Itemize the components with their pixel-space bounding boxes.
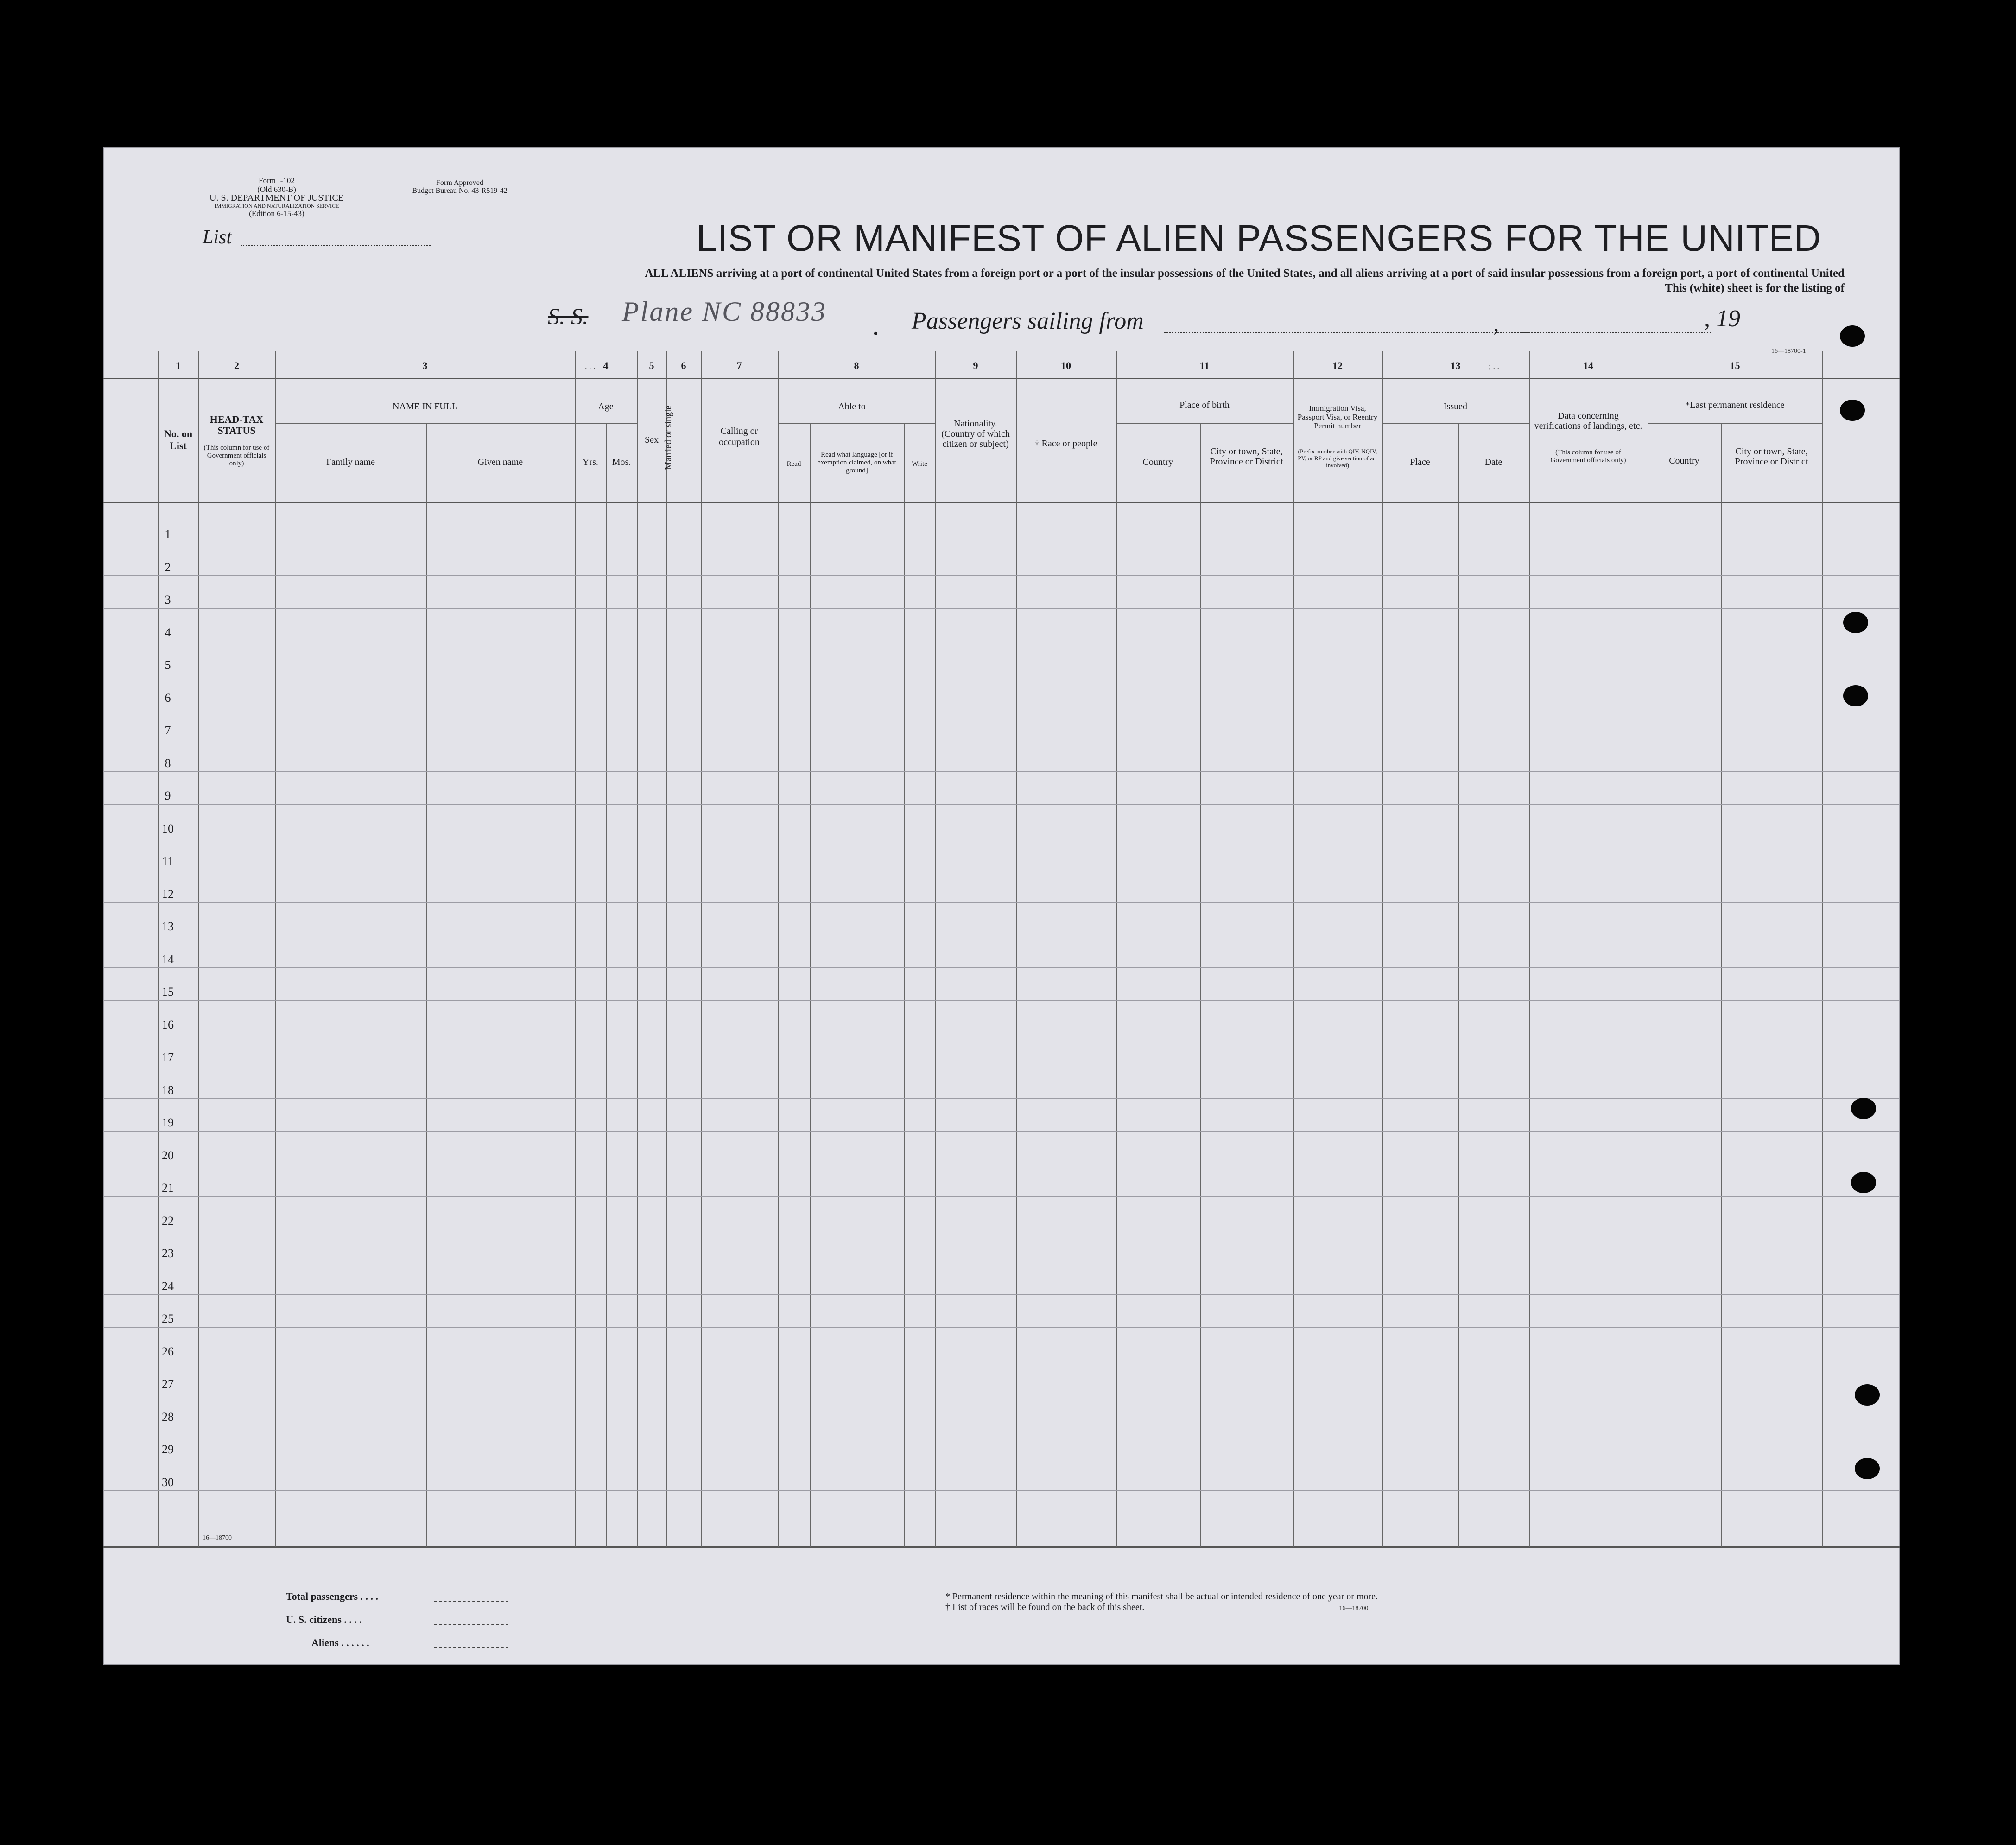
list-label: List <box>203 227 232 248</box>
ship-row-dot: . <box>872 310 879 341</box>
stray-marks-col4: . . . <box>585 362 596 371</box>
header-birth-country: Country <box>1142 457 1173 467</box>
passengers-sailing-from-label: Passengers sailing from <box>912 308 1144 334</box>
row-number: 2 <box>165 560 171 574</box>
footnotes <box>945 1591 1378 1614</box>
binder-hole <box>1851 1172 1876 1193</box>
row-number: 24 <box>162 1279 174 1293</box>
row-number: 28 <box>162 1410 174 1424</box>
row-rule <box>103 1196 1900 1197</box>
row-number: 26 <box>162 1344 174 1358</box>
ship-row-comma: , <box>1493 310 1499 336</box>
header-issued-date: Date <box>1484 457 1502 467</box>
column-number: 3 <box>422 360 428 371</box>
sailing-date-field[interactable] <box>1512 332 1711 333</box>
row-number: 16 <box>162 1018 174 1031</box>
header-bottom-rule <box>103 502 1900 503</box>
service-name: IMMIGRATION AND NATURALIZATION SERVICE <box>214 203 339 209</box>
column-number: 14 <box>1583 360 1593 371</box>
row-rule <box>103 608 1900 609</box>
form-info <box>182 176 372 218</box>
header-place-of-birth: Place of birth <box>1179 400 1230 410</box>
binder-hole <box>1840 400 1865 421</box>
row-number: 30 <box>162 1475 174 1489</box>
header-read-language: Read what language [or if exemption claimed, on what ground] <box>818 451 896 474</box>
row-number: 19 <box>162 1116 174 1129</box>
header-residence-country: Country <box>1669 456 1699 466</box>
header-age-months: Mos. <box>612 457 631 467</box>
binder-hole <box>1843 612 1868 633</box>
binder-hole <box>1855 1458 1880 1479</box>
subtitle-line-1: ALL ALIENS arriving at a port of continental United States from a foreign port or a port of the insular possessions of the United States, and all aliens arriving at a port of said insular possessions from a foreign port, a port of continental United <box>645 267 1845 280</box>
ship-handwritten-entry: Plane NC 88833 <box>622 296 827 327</box>
row-rule <box>103 771 1900 772</box>
header-calling-or-occupation: Calling or occupation <box>719 426 760 447</box>
row-rule <box>103 1098 1900 1099</box>
binder-hole <box>1855 1384 1880 1406</box>
header-visa-note: (Prefix number with QIV, NQIV, PV, or RP and give section of act involved) <box>1298 448 1377 469</box>
footnote-permanent-residence: * Permanent residence within the meaning of this manifest shall be actual or intended residence of one year or more. <box>945 1591 1378 1602</box>
column-number-rule <box>103 378 1900 379</box>
row-number: 29 <box>162 1443 174 1456</box>
row-number: 27 <box>162 1377 174 1391</box>
column-number: 4 <box>603 360 609 371</box>
row-rule <box>103 575 1900 576</box>
aliens-label: Aliens . . . . . . <box>311 1637 369 1648</box>
header-head-tax-status: HEAD-TAX STATUS <box>209 414 264 436</box>
header-residence-city: City or town, State, Province or District <box>1735 446 1808 467</box>
table-top-rule <box>103 347 1900 348</box>
column-number: 13 <box>1450 360 1461 371</box>
row-number: 13 <box>162 920 174 933</box>
column-number: 1 <box>176 360 181 371</box>
column-number: 5 <box>649 360 654 371</box>
header-landings-note: (This column for use of Government officials only) <box>1550 449 1626 464</box>
header-head-tax-note: (This column for use of Government officials only) <box>203 444 270 467</box>
binder-hole <box>1840 325 1865 347</box>
year-prefix: , 19 <box>1704 305 1740 332</box>
binder-hole <box>1843 685 1868 706</box>
total-passengers-label: Total passengers . . . . <box>286 1591 379 1602</box>
row-rule <box>103 967 1900 968</box>
header-last-permanent-residence: *Last permanent residence <box>1685 400 1785 410</box>
row-rule <box>103 804 1900 805</box>
header-write: Write <box>912 460 927 468</box>
row-number: 14 <box>162 952 174 966</box>
row-rule <box>103 1000 1900 1001</box>
header-able-to: Able to— <box>838 401 875 412</box>
approval-line-1: Form Approved <box>436 179 483 187</box>
total-passengers-field[interactable] <box>434 1601 508 1602</box>
form-code-bottom: 16—18700 <box>203 1534 232 1541</box>
row-number: 7 <box>165 724 171 737</box>
footnote-races <box>945 1602 1378 1614</box>
header-family-name: Family name <box>326 457 375 467</box>
row-rule <box>103 1490 1900 1491</box>
column-number: 6 <box>681 360 686 371</box>
row-number: 9 <box>165 789 171 802</box>
footnote-races-text: † List of races will be found on the back of this sheet. <box>945 1602 1145 1612</box>
us-citizens-field[interactable] <box>434 1624 508 1625</box>
row-number: 4 <box>165 625 171 639</box>
row-number: 23 <box>162 1247 174 1260</box>
column-number: 12 <box>1332 360 1343 371</box>
header-age: Age <box>598 401 614 412</box>
header-visa-number: Immigration Visa, Passport Visa, or Reentry Permit number <box>1297 404 1378 430</box>
form-edition: (Edition 6-15-43) <box>249 209 304 218</box>
approval-info <box>399 179 520 195</box>
column-number: 11 <box>1199 360 1210 371</box>
department-name: U. S. DEPARTMENT OF JUSTICE <box>209 193 344 203</box>
footnote-form-code: 16—18700 <box>1339 1605 1369 1612</box>
aliens-field[interactable] <box>434 1647 508 1648</box>
ss-label: S. S. <box>548 303 589 329</box>
row-number: 15 <box>162 985 174 999</box>
row-number: 5 <box>165 658 171 672</box>
row-number: 6 <box>165 691 171 705</box>
row-rule <box>103 902 1900 903</box>
header-read: Read <box>786 460 801 468</box>
subtitle-line-2: This (white) sheet is for the listing of <box>1665 282 1845 294</box>
row-number: 12 <box>162 887 174 901</box>
row-number: 20 <box>162 1148 174 1162</box>
row-number: 8 <box>165 756 171 770</box>
column-number: 15 <box>1730 360 1740 371</box>
stray-marks-col13: ; . . <box>1489 362 1500 371</box>
header-no-on-list: No. on List <box>164 428 193 452</box>
header-age-years: Yrs. <box>583 457 598 467</box>
header-given-name: Given name <box>477 457 523 467</box>
header-issued: Issued <box>1443 401 1468 412</box>
manifest-title: LIST OR MANIFEST OF ALIEN PASSENGERS FOR THE UNITED <box>696 217 1821 259</box>
column-number: 10 <box>1061 360 1071 371</box>
row-rule <box>103 1294 1900 1295</box>
form-number: Form I-102 <box>259 176 295 185</box>
manifest-sheet <box>103 147 1900 1665</box>
row-number: 18 <box>162 1083 174 1097</box>
column-number: 8 <box>854 360 859 371</box>
row-rule <box>103 1131 1900 1132</box>
column-number: 7 <box>736 360 742 371</box>
row-rule <box>103 1327 1900 1328</box>
header-nationality: Nationality. (Country of which citizen or subject) <box>941 419 1010 449</box>
table-bottom-rule <box>103 1546 1900 1548</box>
row-number: 10 <box>162 821 174 835</box>
header-birth-city: City or town, State, Province or District <box>1210 446 1283 467</box>
us-citizens-label: U. S. citizens . . . . <box>286 1614 362 1625</box>
approval-line-2: Budget Bureau No. 43-R519-42 <box>412 187 507 195</box>
row-number: 3 <box>165 593 171 606</box>
header-sex: Sex <box>645 435 659 445</box>
list-number-field[interactable] <box>241 245 431 246</box>
header-landings-data: Data concerning verifications of landings, etc. <box>1534 411 1642 431</box>
column-number: 9 <box>973 360 978 371</box>
form-code-top: 16—18700-1 <box>1771 348 1806 355</box>
column-number: 2 <box>234 360 239 371</box>
header-issued-place: Place <box>1410 457 1430 467</box>
row-number: 21 <box>162 1181 174 1195</box>
header-name-in-full: NAME IN FULL <box>393 401 457 412</box>
row-number: 11 <box>162 854 174 868</box>
sailing-from-field[interactable] <box>1164 332 1535 333</box>
header-race-or-people: † Race or people <box>1034 439 1097 449</box>
old-form-number: (Old 630-B) <box>257 185 296 194</box>
binder-hole <box>1851 1098 1876 1119</box>
row-number: 1 <box>165 528 171 541</box>
row-number: 25 <box>162 1312 174 1325</box>
row-number: 22 <box>162 1214 174 1228</box>
header-married-or-single: Married or single <box>663 405 673 470</box>
row-number: 17 <box>162 1050 174 1064</box>
